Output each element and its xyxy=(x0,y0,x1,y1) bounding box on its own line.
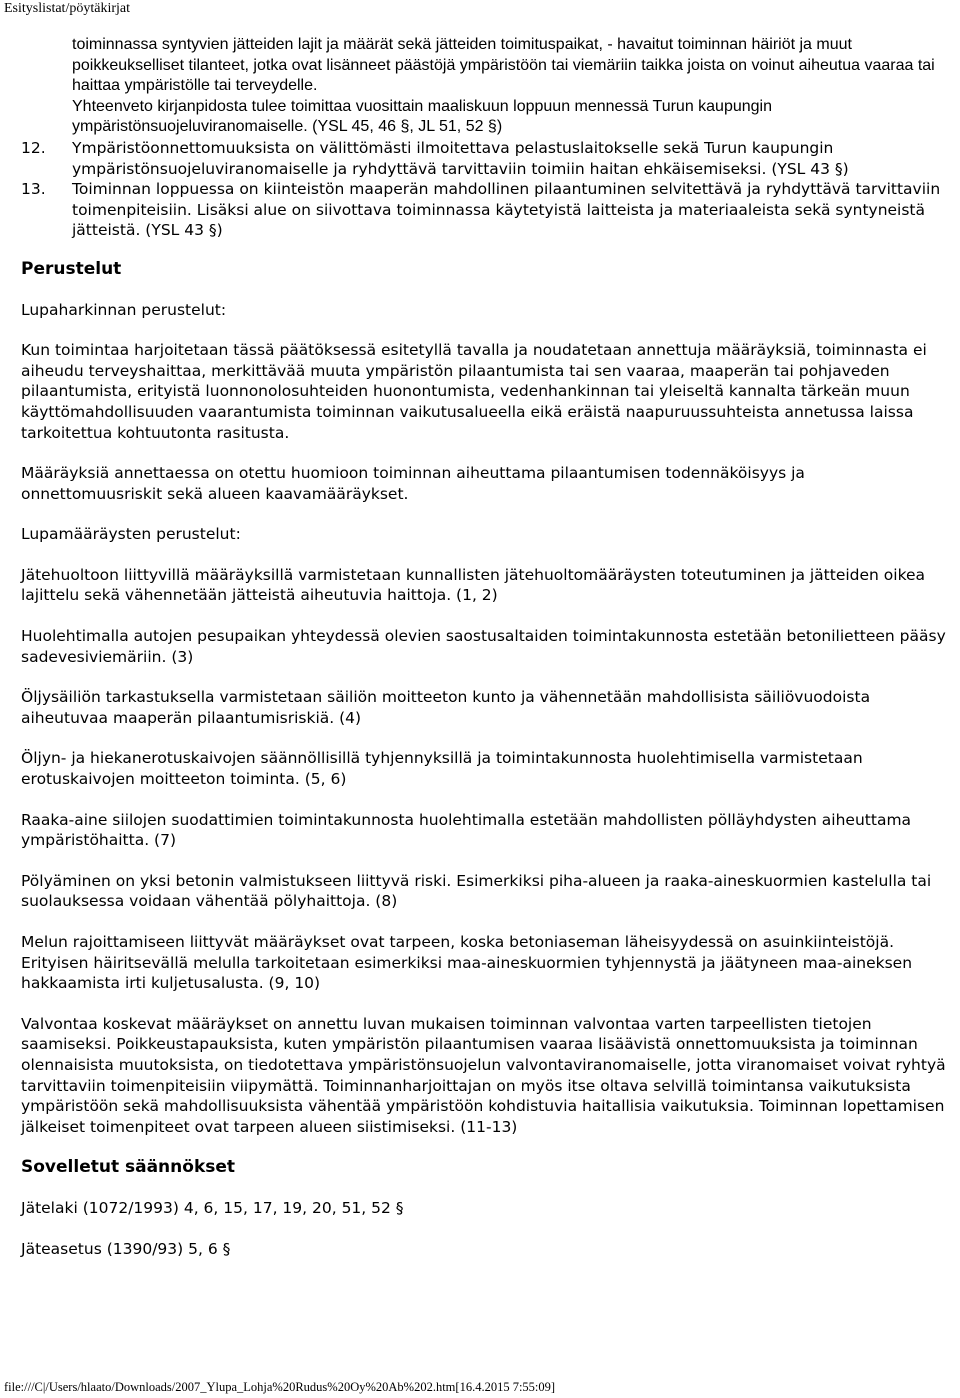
list-item-text: Toiminnan loppuessa on kiinteistön maaperän mahdollinen pilaantuminen selvitettävä ja ryhdyttävä tarvittaviin toimenpiteisiin. Lisäksi alue on siivottava toiminnassa käytetyistä laitteista ja materiaaleista sekä syntyneistä jätteistä. (YSL 43 §) xyxy=(72,180,941,240)
list-item-number: 12. xyxy=(21,138,46,157)
list-item-text: toiminnassa syntyvien jätteiden lajit ja määrät sekä jätteiden toimituspaikat, - havaitut toiminnan häiriöt ja muut poikkeukselliset tilanteet, jotka ovat lisänneet päästöjä ympäristöön tai viemäriin taikka joista on voinut aiheutua vaaraa tai haittaa ympäristölle tai terveydelle. xyxy=(72,36,935,95)
section-heading-sovelletut: Sovelletut säännökset xyxy=(21,1157,236,1178)
statute-reference: Jätelaki (1072/1993) 4, 6, 15, 17, 19, 20, 51, 52 § xyxy=(21,1198,404,1217)
permit-conditions-list xyxy=(21,35,946,241)
list-item xyxy=(21,138,946,179)
statute-reference: Jäteasetus (1390/93) 5, 6 § xyxy=(21,1239,231,1258)
paragraph: Huolehtimalla autojen pesupaikan yhteydessä olevien saostusaltaiden toimintakunnosta estetään betonilietteen pääsy sadevesiviemäriin. (3) xyxy=(21,627,946,666)
list-item-text: Ympäristöonnettomuuksista on välittömästi ilmoitettava pelastuslaitokselle sekä Turun kaupungin ympäristönsuojeluviranomaiselle ja ryhdyttävä tarvittaviin toimiin haitan ehkäisemiseksi. (YSL 43 §) xyxy=(72,138,849,178)
paragraph: Melun rajoittamiseen liittyvät määräykset ovat tarpeen, koska betoniaseman läheisyydessä on asuinkiinteistöjä. Erityisen häiritsevällä melulla tarkoitetaan esimerkiksi maa-aineskuormien tyhjennystä ja jäätyneen maa-aineksen hakkaamista irti kuljetusalusta. (9, 10) xyxy=(21,933,913,993)
subheading-lupaharkinta: Lupaharkinnan perustelut: xyxy=(21,300,227,319)
list-item xyxy=(21,179,946,241)
list-item xyxy=(21,35,946,138)
paragraph: Jätehuoltoon liittyvillä määräyksillä varmistetaan kunnallisten jätehuoltomääräysten toteutuminen ja jätteiden oikea lajittelu sekä vähennetään jätteistä aiheutuvia haittoja. (1, 2) xyxy=(21,565,926,605)
browser-footer-url: file:///C|/Users/hlaato/Downloads/2007_Ylupa_Lohja%20Rudus%20Oy%20Ab%202.htm[16.4.2015 7:55:09] xyxy=(4,1380,556,1394)
section-heading-perustelut: Perustelut xyxy=(21,258,122,279)
subheading-lupamaaraykset: Lupamääräysten perustelut: xyxy=(21,525,241,544)
browser-header-title: Esityslistat/pöytäkirjat xyxy=(4,1,130,16)
paragraph: Öljysäiliön tarkastuksella varmistetaan säiliön moitteeton kunto ja vähennetään mahdollisista säiliövuodoista aiheutuvaa maaperän pilaantumisriskiä. (4) xyxy=(21,688,871,727)
paragraph: Öljyn- ja hiekanerotuskaivojen säännöllisillä tyhjennyksillä ja toimintakunnosta huolehtimisella varmistetaan erotuskaivojen moitteeton toiminta. (5, 6) xyxy=(21,749,863,789)
list-item-text: Yhteenveto kirjanpidosta tulee toimittaa vuosittain maaliskuun loppuun mennessä Turun kaupungin ympäristönsuojeluviranomaiselle. (YSL 45, 46 §, JL 51, 52 §) xyxy=(72,97,772,136)
paragraph: Raaka-aine siilojen suodattimien toimintakunnosta huolehtimalla estetään mahdollisten pölläyhdysten aiheuttama ympäristöhaitta. (7) xyxy=(21,810,912,850)
document-content xyxy=(21,35,946,1259)
paragraph: Pölyäminen on yksi betonin valmistukseen liittyvä riski. Esimerkiksi piha-alueen ja raaka-aineskuormien kastelulla tai suolauksessa voidaan vähentää pölyhaittoja. (8) xyxy=(21,871,932,911)
paragraph: Kun toimintaa harjoitetaan tässä päätöksessä esitetyllä tavalla ja noudatetaan annettuja määräyksiä, toiminnasta ei aiheudu terveyshaittaa, merkittävää muuta ympäristön pilaantumista tai sen vaaraa, maaperän tai pohjaveden pilaantumista, erityistä luonnonolosuhteiden huonontumista, vedenhankinnan tai yleiseltä kannalta tärkeän muun käyttömahdollisuuden vaarantumista toiminnan vaikutusalueella eikä eräistä naapuruussuhteista annetussa laissa tarkoitettua kohtuutonta rasitusta. xyxy=(21,341,927,442)
list-item-number: 13. xyxy=(21,180,46,199)
paragraph: Määräyksiä annettaessa on otettu huomioon toiminnan aiheuttama pilaantumisen todennäköisyys ja onnettomuusriskit sekä alueen kaavamääräykset. xyxy=(21,464,805,503)
paragraph: Valvontaa koskevat määräykset on annettu luvan mukaisen toiminnan valvontaa varten tarpeellisten tietojen saamiseksi. Poikkeustapauksista, kuten ympäristön pilaantumisen vaaraa lisäävistä onnettomuuksista ja toiminnan olennaisista muutoksista, on tiedotettava ympäristönsuojelun valvontaviranomaiselle, jotta viranomaiset voivat ryhtyä tarvittaviin toimenpiteisiin viipymättä. Toiminnanharjoittajan on myös itse oltava selvillä toimintansa vaikutuksista ympäristöön sekä mahdollisuuksista vähentää ympäristöön kohdistuvia haitallisia vaikutuksia. Toiminnan lopettamisen jälkeiset toimenpiteet ovat tarpeen alueen siistimiseksi. (11-13) xyxy=(21,1014,946,1136)
